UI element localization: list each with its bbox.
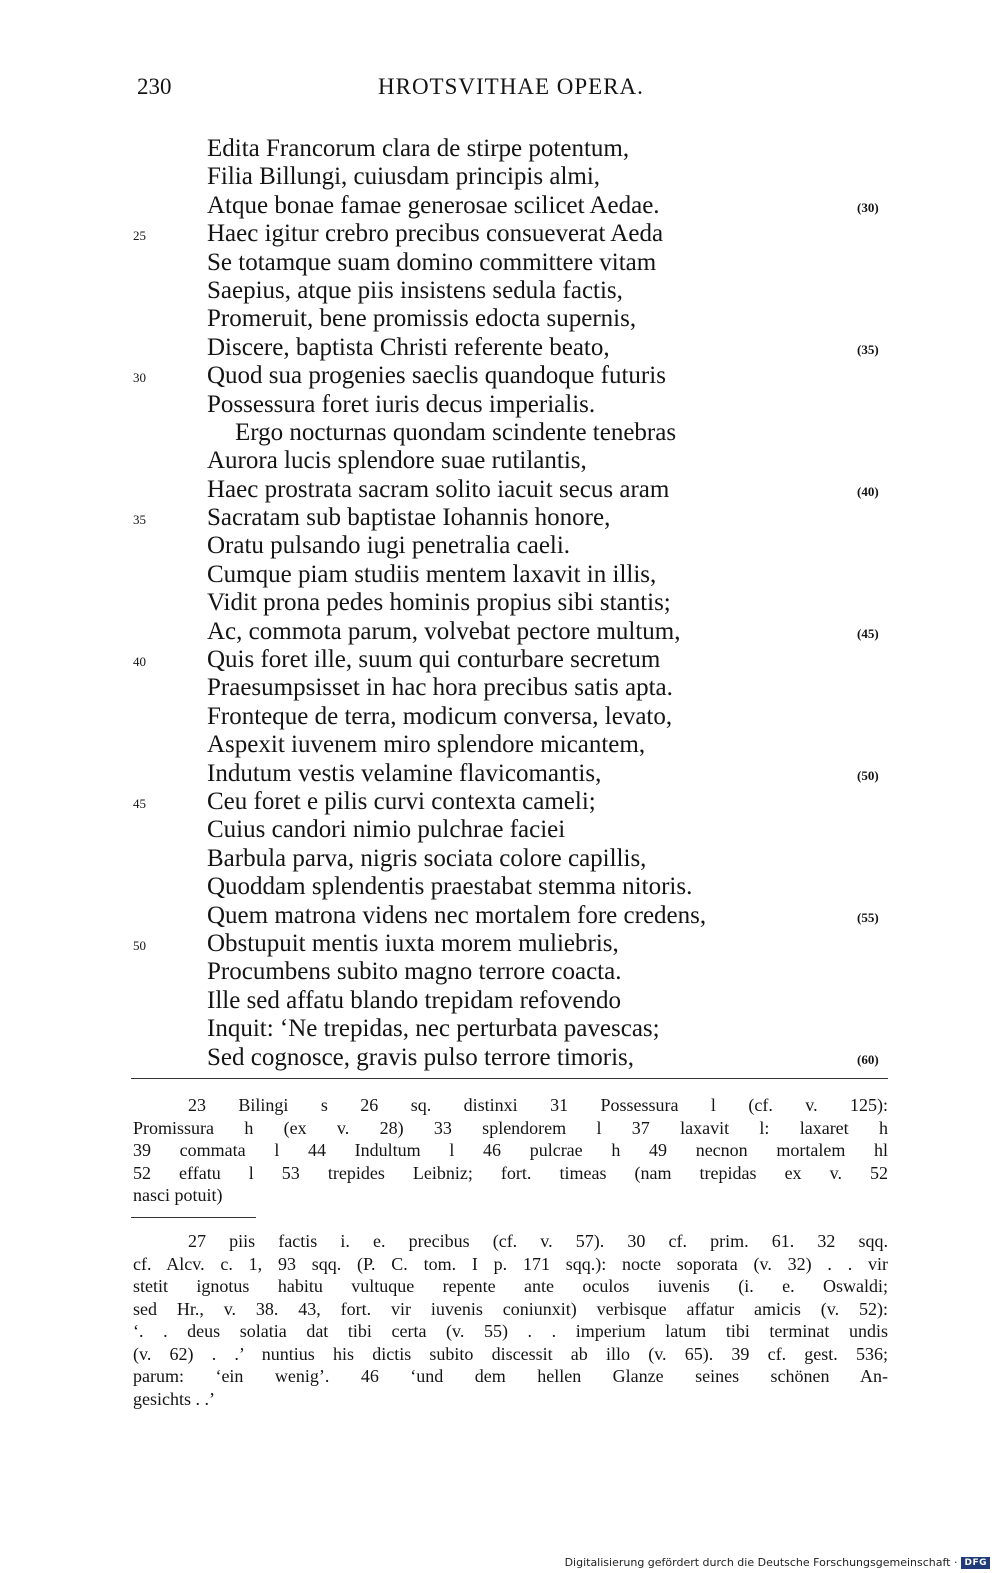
verse-line — [0, 447, 1000, 475]
verse-line — [0, 703, 1000, 731]
verse-line — [0, 902, 1000, 930]
reference-number: (55) — [857, 909, 879, 925]
verse-line — [0, 561, 1000, 589]
verse-text: Praesumpsisset in hac hora precibus satis apta. — [207, 674, 673, 702]
verse-line — [0, 192, 1000, 220]
verse-line — [0, 760, 1000, 788]
footnote-line: nasci potuit) — [133, 1185, 223, 1205]
verse-line — [0, 532, 1000, 560]
reference-number: (30) — [857, 199, 879, 215]
verse-text: Discere, baptista Christi referente beato, — [207, 333, 610, 361]
verse-text: Ille sed affatu blando trepidam refovendo — [207, 986, 621, 1014]
verse-text: Haec igitur crebro precibus consueverat Aeda — [207, 220, 664, 248]
verse-text: Sacratam sub baptistae Iohannis honore, — [207, 504, 611, 532]
line-number: 30 — [133, 370, 146, 386]
reference-number: (35) — [857, 341, 879, 357]
verse-text: Oratu pulsando iugi penetralia caeli. — [207, 532, 571, 560]
verse-line — [0, 731, 1000, 759]
poem-text — [0, 135, 1000, 1072]
verse-line — [0, 873, 1000, 901]
page-number: 230 — [137, 74, 172, 99]
verse-text: Inquit: ‘Ne trepidas, nec perturbata pavescas; — [207, 1015, 660, 1043]
page-header — [0, 70, 1000, 110]
verse-line — [0, 674, 1000, 702]
verse-line — [0, 504, 1000, 532]
verse-text: Fronteque de terra, modicum conversa, levato, — [207, 702, 673, 730]
verse-text: Edita Francorum clara de stirpe potentum, — [207, 135, 630, 162]
verse-text: Quoddam splendentis praestabat stemma nitoris. — [207, 873, 693, 901]
verse-text: Obstupuit mentis iuxta morem muliebris, — [207, 929, 619, 957]
verse-line — [0, 391, 1000, 419]
verse-text: Ac, commota parum, volvebat pectore multum, — [207, 617, 681, 645]
line-number: 25 — [133, 228, 146, 244]
verse-text: Saepius, atque piis insistens sedula factis, — [207, 276, 623, 304]
reference-number: (60) — [857, 1051, 879, 1067]
verse-line — [0, 646, 1000, 674]
verse-line — [0, 930, 1000, 958]
verse-line — [0, 589, 1000, 617]
verse-text: Ceu foret e pilis curvi contexta cameli; — [207, 787, 596, 815]
running-title: HROTSVITHAE OPERA. — [378, 74, 644, 99]
verse-line — [0, 958, 1000, 986]
footnote-line: stetit ignotus habitu vultuque repente ante oculos iuvenis (i. e. Oswaldi; — [133, 1276, 888, 1296]
verse-line — [0, 816, 1000, 844]
verse-line — [0, 220, 1000, 248]
reference-number: (40) — [857, 483, 879, 499]
footnote-line: gesichts . .’ — [133, 1388, 215, 1409]
digitization-footer — [565, 1556, 990, 1569]
verse-text: Indutum vestis velamine flavicomantis, — [207, 759, 602, 787]
verse-text: Ergo nocturnas quondam scindente tenebras — [235, 418, 677, 446]
line-number: 35 — [133, 512, 146, 528]
verse-line — [0, 788, 1000, 816]
verse-text: Sed cognosce, gravis pulso terrore timoris, — [207, 1043, 634, 1071]
footnote-line: Promissura h (ex v. 28) 33 splendorem l 37 laxavit l: laxaret h — [133, 1117, 888, 1138]
footnote-line: parum: ‘ein wenig’. 46 ‘und dem hellen Glanze seines schönen An- — [133, 1366, 888, 1386]
verse-text: Quem matrona videns nec mortalem fore credens, — [207, 901, 707, 929]
verse-text: Cumque piam studiis mentem laxavit in illis, — [207, 560, 657, 588]
footnote-line: (v. 62) . .’ nuntius his dictis subito discessit ab illo (v. 65). 39 cf. gest. 536; — [133, 1343, 888, 1364]
footnote-line: 52 effatu l 53 trepides Leibniz; fort. timeas (nam trepidas ex v. 52 — [133, 1162, 888, 1183]
reference-number: (45) — [857, 625, 879, 641]
footer-text: Digitalisierung gefördert durch die Deutsche Forschungsgemeinschaft · — [564, 1556, 958, 1569]
verse-text: Aurora lucis splendore suae rutilantis, — [207, 447, 587, 475]
verse-line — [0, 1015, 1000, 1043]
sources-divider — [131, 1217, 256, 1218]
verse-line — [0, 845, 1000, 873]
verse-text: Promeruit, bene promissis edocta supernis, — [207, 305, 637, 333]
verse-line — [0, 476, 1000, 504]
verse-line — [0, 1044, 1000, 1072]
verse-text: Haec prostrata sacram solito iacuit secus aram — [207, 475, 670, 503]
footnote-line: cf. Alcv. c. 1, 93 sqq. (P. C. tom. I p. 171 sqq.): nocte soporata (v. 32) . . vir — [133, 1253, 888, 1274]
verse-text: Quis foret ille, suum qui conturbare secretum — [207, 646, 661, 674]
verse-line — [0, 249, 1000, 277]
verse-line — [0, 277, 1000, 305]
critical-apparatus — [133, 1094, 888, 1207]
dfg-logo: DFG — [961, 1557, 990, 1569]
verse-line — [0, 362, 1000, 390]
verse-line — [0, 135, 1000, 163]
verse-line — [0, 987, 1000, 1015]
footnote-line: ‘. . deus solatia dat tibi certa (v. 55) . . imperium latum tibi terminat undis — [133, 1321, 888, 1341]
verse-line — [0, 305, 1000, 333]
verse-line — [0, 334, 1000, 362]
footnote-divider — [131, 1078, 888, 1079]
sources-apparatus — [133, 1230, 888, 1410]
reference-number: (50) — [857, 767, 879, 783]
verse-text: Possessura foret iuris decus imperialis. — [207, 390, 596, 418]
verse-text: Aspexit iuvenem miro splendore micantem, — [207, 731, 646, 759]
verse-text: Se totamque suam domino committere vitam — [207, 248, 657, 276]
verse-line — [0, 163, 1000, 191]
footnote-line: sed Hr., v. 38. 43, fort. vir iuvenis coniunxit) verbisque affatur amicis (v. 52): — [133, 1298, 888, 1319]
verse-text: Atque bonae famae generosae scilicet Aedae. — [207, 191, 660, 219]
verse-line — [0, 419, 1000, 447]
line-number: 40 — [133, 654, 146, 670]
verse-text: Vidit prona pedes hominis propius sibi stantis; — [207, 589, 671, 617]
verse-line — [0, 618, 1000, 646]
line-number: 45 — [133, 795, 146, 811]
verse-text: Quod sua progenies saeclis quandoque futuris — [207, 362, 666, 390]
verse-text: Filia Billungi, cuiusdam principis almi, — [207, 163, 601, 191]
footnote-line: 23 Bilingi s 26 sq. distinxi 31 Possessura l (cf. v. 125): — [188, 1095, 888, 1115]
line-number: 50 — [133, 937, 146, 953]
verse-text: Barbula parva, nigris sociata colore capillis, — [207, 844, 647, 872]
footnote-line: 39 commata l 44 Indultum l 46 pulcrae h 49 necnon mortalem hl — [133, 1140, 888, 1160]
footnote-line: 27 piis factis i. e. precibus (cf. v. 57). 30 cf. prim. 61. 32 sqq. — [188, 1231, 888, 1251]
verse-text: Procumbens subito magno terrore coacta. — [207, 958, 622, 986]
verse-text: Cuius candori nimio pulchrae faciei — [207, 816, 566, 844]
